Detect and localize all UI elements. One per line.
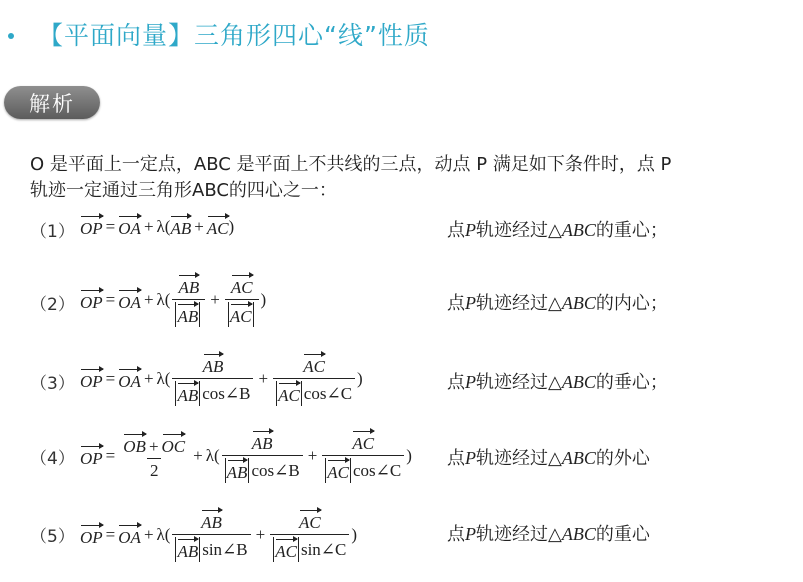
analysis-badge: 解析 [4,86,100,119]
result-prefix: 点 [447,524,465,545]
equals-sign: = [105,290,116,309]
vector-ac: AC [231,273,253,298]
equals-sign: = [105,369,116,388]
result-end: 的垂心； [595,372,668,393]
result-3 [447,368,668,394]
result-mid: 轨迹经过△ [476,372,562,393]
fraction-midpoint [120,432,188,481]
result-point: P [465,293,476,313]
fraction-ac [273,352,355,406]
result-mid: 轨迹经过△ [476,448,562,469]
result-prefix: 点 [447,372,465,393]
vector-op: OP [80,367,103,392]
plus-sign: + [143,525,154,544]
result-point: P [465,372,476,392]
formula-1 [80,214,234,239]
lambda: λ( [205,446,220,465]
formula-3 [80,352,363,406]
result-4 [447,444,650,470]
vector-op: OP [80,523,103,548]
intro-line-2: 轨迹一定通过三角形ABC的四心之一： [30,180,337,201]
close-paren: ) [228,216,235,236]
result-point: P [465,448,476,468]
plus-sign: + [148,436,159,456]
plus-sign: + [143,369,154,388]
cos-b: cos∠B [251,460,300,480]
vector-ac-magnitude: AC [230,302,252,327]
lambda: λ( [156,290,171,309]
vector-oa: OA [118,288,141,313]
cos-c: cos∠C [303,383,353,403]
cos-c: cos∠C [353,460,402,480]
vector-ac-magnitude: AC [278,381,300,406]
fraction-ac [270,508,349,562]
vector-oa: OA [118,523,141,548]
vector-ab: AB [170,214,191,239]
sin-b: sin∠B [202,539,248,559]
fraction-ab [172,508,250,562]
result-mid: 轨迹经过△ [476,293,562,314]
denominator-two: 2 [149,460,159,480]
vector-op: OP [80,444,103,469]
vector-ab: AB [201,508,222,533]
result-point: P [465,524,476,544]
result-prefix: 点 [447,448,465,469]
vector-ac: AC [299,508,321,533]
result-2 [447,289,668,315]
lambda: λ( [156,525,171,544]
result-end: 的重心； [595,220,668,241]
plus-sign: + [143,216,154,236]
vector-ab: AB [178,273,199,298]
lambda: λ( [156,369,171,388]
page-title: 【平面向量】三角形四心“线”性质 [38,21,430,50]
vector-ab-magnitude: AB [177,302,198,327]
vector-ac-magnitude: AC [275,537,297,562]
equals-sign: = [105,216,116,236]
vector-oc: OC [162,432,186,457]
result-end: 的重心 [595,524,650,545]
fraction-ab [172,352,253,406]
vector-ab-magnitude: AB [177,381,198,406]
plus-sign: + [210,290,220,309]
vector-op: OP [80,214,103,239]
cos-b: cos∠B [202,383,251,403]
close-paren: ) [357,369,363,388]
result-triangle: ABC [561,293,596,313]
plus-sign: + [193,446,203,465]
result-end: 的内心； [595,293,668,314]
equals-sign: = [105,525,116,544]
result-mid: 轨迹经过△ [476,220,562,241]
vector-ac: AC [352,429,374,454]
vector-ac: AC [303,352,325,377]
result-triangle: ABC [561,524,596,544]
close-paren: ) [406,446,412,465]
result-5 [447,520,650,546]
item-number: （1） [30,222,75,242]
plus-sign: + [307,446,318,465]
plus-sign: + [258,369,269,388]
formula-4 [80,429,412,483]
vector-ac: AC [207,214,229,239]
result-prefix: 点 [447,220,465,241]
result-triangle: ABC [561,448,596,468]
formula-5 [80,508,357,562]
plus-sign: + [194,216,204,236]
close-paren: ) [260,290,267,309]
fraction-ab [222,429,303,483]
fraction-ac [225,273,259,327]
vector-ab-magnitude: AB [177,537,198,562]
vector-ab: AB [252,429,273,454]
formula-2 [80,273,266,327]
equals-sign: = [105,446,116,465]
result-triangle: ABC [561,372,596,392]
close-paren: ) [351,525,358,544]
result-triangle: ABC [561,220,596,240]
item-number: （2） [30,295,75,315]
result-1 [447,216,668,242]
result-prefix: 点 [447,293,465,314]
item-number: （3） [30,374,75,394]
intro-line-1: O 是平面上一定点，ABC 是平面上不共线的三点，动点 P 满足如下条件时，点 P [30,154,672,175]
fraction-ab [172,273,205,327]
result-end: 的外心 [595,448,650,469]
item-number: （5） [30,527,75,547]
result-mid: 轨迹经过△ [476,524,562,545]
vector-ab-magnitude: AB [227,458,248,483]
vector-oa: OA [118,214,141,239]
plus-sign: + [255,525,266,544]
fraction-ac [322,429,404,483]
result-point: P [465,220,476,240]
lambda: λ( [156,216,171,236]
vector-ob: OB [123,432,146,457]
vector-oa: OA [118,367,141,392]
plus-sign: + [143,290,154,309]
sin-c: sin∠C [300,539,347,559]
vector-ab: AB [203,352,224,377]
vector-ac-magnitude: AC [327,458,349,483]
item-number: （4） [30,449,75,469]
vector-op: OP [80,288,103,313]
